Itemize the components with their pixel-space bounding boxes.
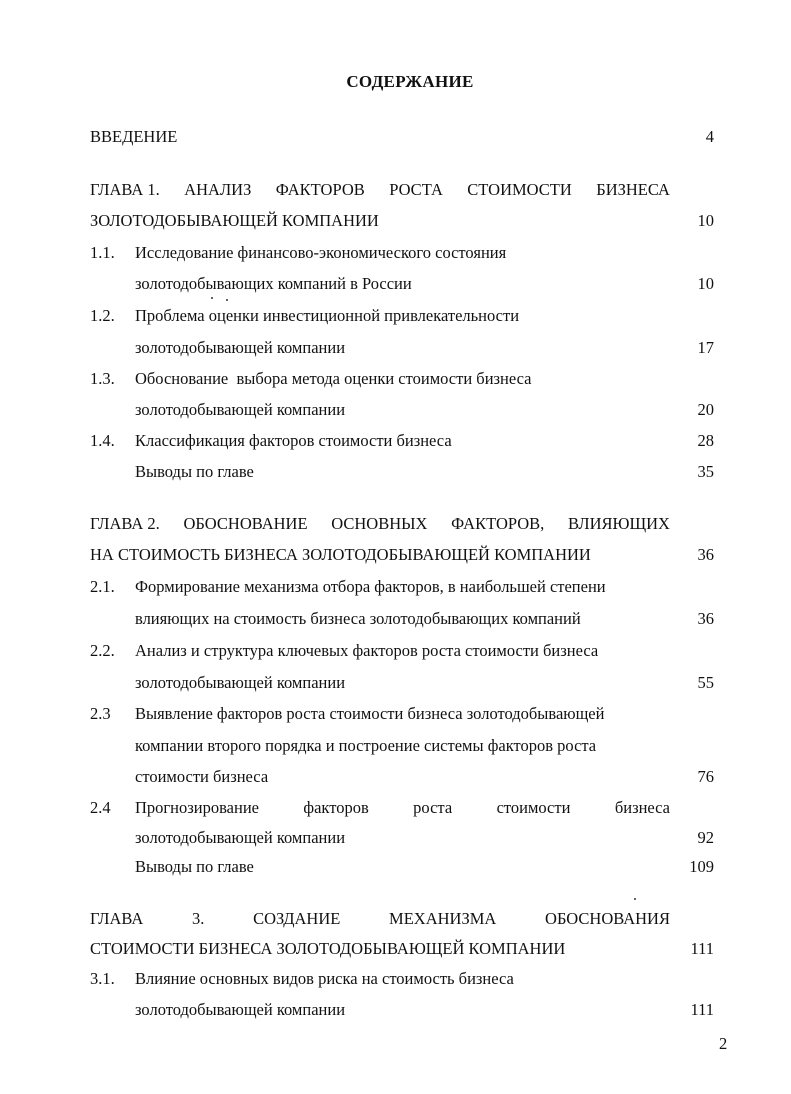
- toc-entry-page: 10: [697, 211, 714, 230]
- toc-entry-page: 28: [697, 431, 714, 450]
- toc-entry-page: 55: [697, 673, 714, 692]
- toc-entry-page: 109: [689, 857, 714, 876]
- scan-speck: [211, 297, 213, 299]
- section-number: 2.4: [90, 798, 111, 817]
- toc-entry-page: 35: [697, 462, 714, 481]
- toc-entry-page: 36: [697, 609, 714, 628]
- toc-entry-page: 36: [697, 545, 714, 564]
- toc-entry-page: 10: [697, 274, 714, 293]
- section-number: 1.1.: [90, 243, 115, 262]
- section-number: 2.1.: [90, 577, 115, 596]
- section-number: 1.3.: [90, 369, 115, 388]
- chapter-1-title-line-1[interactable]: ГЛАВА 1. АНАЛИЗ ФАКТОРОВ РОСТА СТОИМОСТИ БИЗНЕСА: [90, 180, 670, 199]
- toc-entry-page: 17: [697, 338, 714, 357]
- section-number: 1.2.: [90, 306, 115, 325]
- page-number: 2: [719, 1034, 728, 1053]
- page-title: СОДЕРЖАНИЕ: [346, 72, 474, 91]
- toc-entry-page: 111: [690, 939, 714, 958]
- chapter-3-title-line-1[interactable]: ГЛАВА 3. СОЗДАНИЕ МЕХАНИЗМА ОБОСНОВАНИЯ: [90, 909, 670, 928]
- toc-entry-page: 4: [705, 127, 714, 146]
- toc-entry-page: 92: [697, 828, 714, 847]
- chapter-2-title-line-1[interactable]: ГЛАВА 2. ОБОСНОВАНИЕ ОСНОВНЫХ ФАКТОРОВ, ВЛИЯЮЩИХ: [90, 514, 670, 533]
- section-number: 1.4.: [90, 431, 115, 450]
- toc-section-2-4[interactable]: Прогнозирование факторов роста стоимости бизнеса: [135, 798, 670, 817]
- scan-speck: [226, 299, 228, 301]
- section-number: 2.3: [90, 704, 111, 723]
- toc-entry-page: 76: [697, 767, 714, 786]
- toc-entry-title: ВВЕДЕНИЕ: [90, 127, 178, 146]
- scan-speck: [634, 898, 636, 900]
- toc-entry-page: 20: [697, 400, 714, 419]
- section-number: 2.2.: [90, 641, 115, 660]
- section-number: 3.1.: [90, 969, 115, 988]
- toc-entry-page: 111: [690, 1000, 714, 1019]
